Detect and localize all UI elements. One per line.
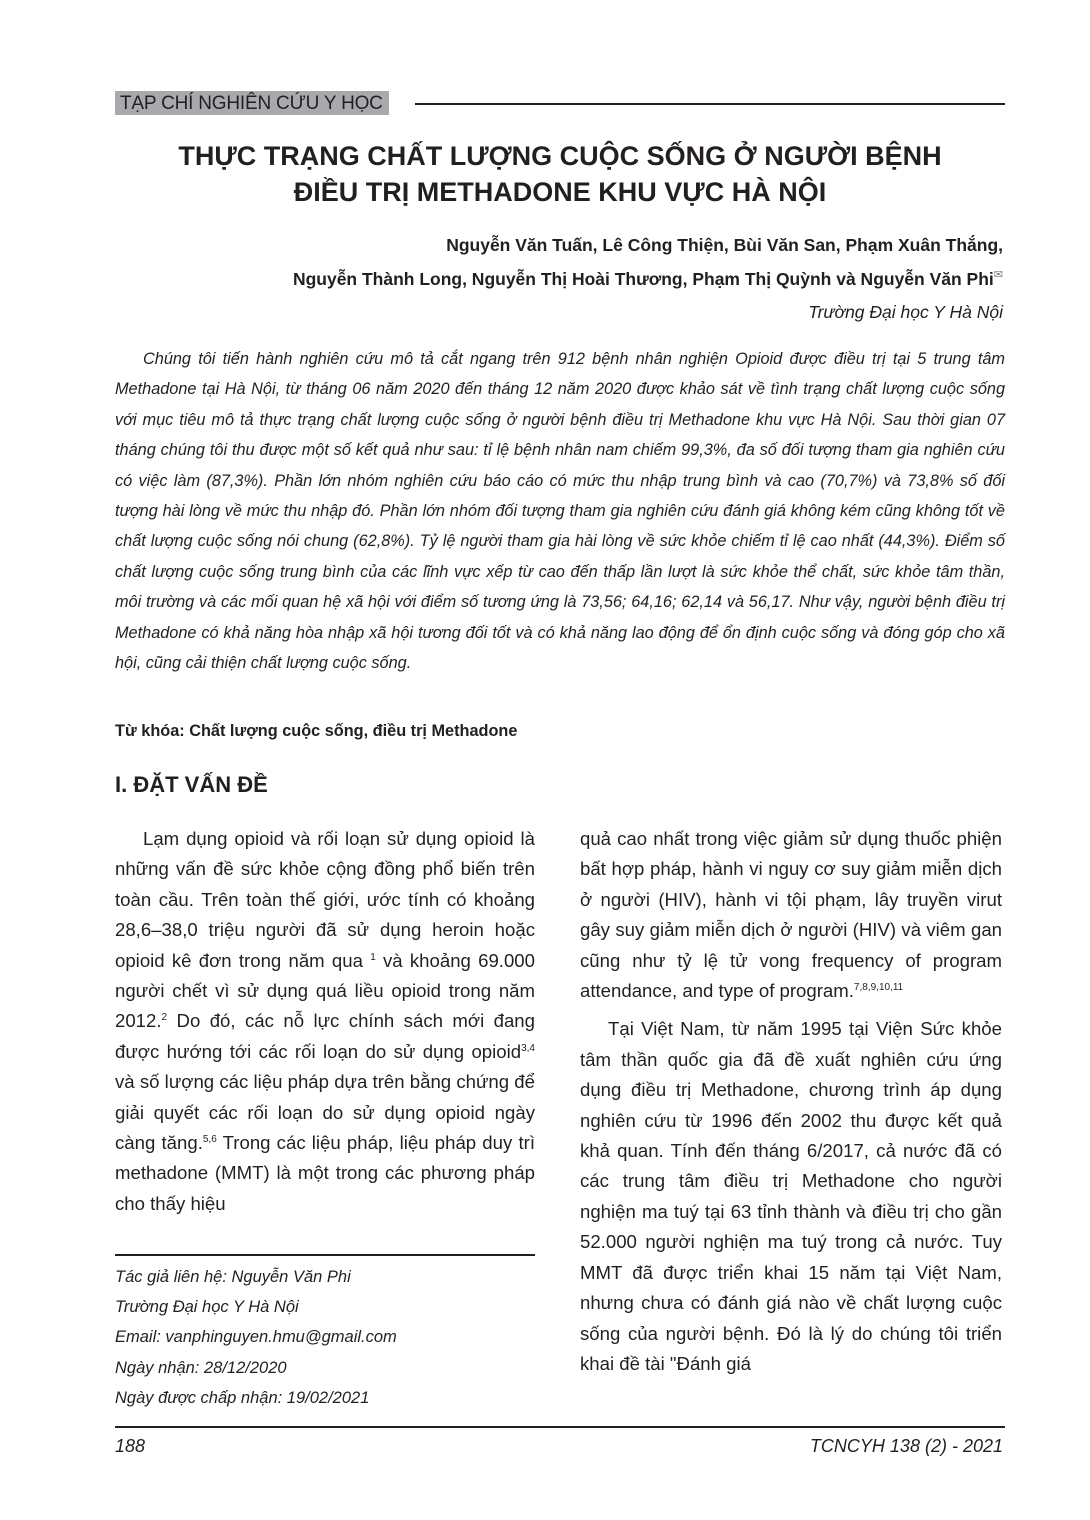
text-run: và số lượng các liệu pháp dựa trên bằng chứng để giải quyết các rối loạn do sử dụng opioid ngày càng tăng. [115,1071,535,1154]
section-heading: I. ĐẶT VẤN ĐỀ [115,772,268,797]
text-run: và khoảng 69.000 người chết vì sử dụng quá liều opioid trong năm 2012. [115,949,535,1032]
intro-paragraph-1-continued [580,824,1002,1006]
author-list [103,230,1003,294]
intro-paragraph-1 [115,824,535,1219]
received-date: Ngày nhận: 28/12/2020 [115,1358,287,1377]
abstract: Chúng tôi tiến hành nghiên cứu mô tả cắt ngang trên 912 bệnh nhân nghiện Opioid được điều trị tại 5 trung tâm Methadone tại Hà Nội, từ tháng 06 năm 2020 đến tháng 12 năm 2020 được khảo sát về tình trạng chất lượng cuộc sống với mục tiêu mô tả thực trạng chất lượng cuộc sống ở người bệnh điều trị Methadone khu vực Hà Nội. Sau thời gian 07 tháng chúng tôi thu được một số kết quả như sau: tỉ lệ bệnh nhân nam chiếm 99,3%, đa số đối tượng tham gia nghiên cứu có việc làm (87,3%). Phần lớn nhóm nghiên cứu báo cáo có mức thu nhập trung bình và cao (70,7%) và 73,8% số đối tượng hài lòng về mức thu nhập đó. Phần lớn nhóm đối tượng tham gia nghiên cứu đánh giá không kém cũng không tốt về chất lượng cuộc sống nói chung (62,8%). Tỷ lệ người tham gia hài lòng về sức khỏe chiếm tỉ lệ cao nhất (44,3%). Điểm số chất lượng cuộc sống trung bình của các lĩnh vực xếp từ cao đến thấp lần lượt là sức khỏe thể chất, sức khỏe tâm thần, môi trường và các mối quan hệ xã hội với điểm số tương ứng là 73,56; 64,16; 62,14 và 56,17. Như vậy, người bệnh điều trị Methadone có khả năng hòa nhập xã hội tương đối tốt và có khả năng lao động để ổn định cuộc sống và đóng góp cho xã hội, cũng cải thiện chất lượng cuộc sống. [115,350,1005,673]
text-run: Trong các liệu pháp, liệu pháp duy trì methadone (MMT) là một trong các phương pháp cho thấy hiệu [115,1132,535,1214]
header-rule [415,103,1005,105]
article-title [115,138,1005,210]
journal-name: TẠP CHÍ NGHIÊN CỨU Y HỌC [115,91,389,115]
footnote-email[interactable]: Email: vanphinguyen.hmu@gmail.com [115,1328,397,1347]
corresponding-author: Tác giả liên hệ: Nguyễn Văn Phi [115,1268,351,1286]
journal-issue: TCNCYH 138 (2) - 2021 [809,1436,1003,1456]
title-line-2: ĐIỀU TRỊ METHADONE KHU VỰC HÀ NỘI [293,177,827,207]
keywords: Từ khóa: Chất lượng cuộc sống, điều trị Methadone [115,722,518,740]
footnote-institution: Trường Đại học Y Hà Nội [115,1298,299,1317]
page-number: 188 [115,1436,146,1456]
text-run: quả cao nhất trong việc giảm sử dụng thuốc phiện bất hợp pháp, hành vi nguy cơ suy giảm miễn dịch ở người (HIV), hành vi tội phạm, lây truyền virut gây suy giảm miễn dịch ở người (HIV) và viêm gan cũng như tỷ lệ tử vong frequency of program attendance, and type of program. [580,828,1002,1002]
title-line-1: THỰC TRẠNG CHẤT LƯỢNG CUỘC SỐNG Ở NGƯỜI BỆNH [178,141,942,171]
citation-ref[interactable]: 7,8,9,10,11 [853,982,904,994]
authors-line-2: Nguyễn Thành Long, Nguyễn Thị Hoài Thương, Phạm Thị Quỳnh và Nguyễn Văn Phi [292,268,994,289]
authors-line-1: Nguyễn Văn Tuấn, Lê Công Thiện, Bùi Văn San, Phạm Xuân Thắng, [446,235,1003,255]
running-header [115,91,1005,115]
left-column [115,824,535,1219]
citation-ref[interactable]: 1 [370,951,376,963]
text-run: Do đó, các nỗ lực chính sách mới đang được hướng tới các rối loạn do sử dụng opioid [115,1010,535,1062]
footnote-rule [115,1254,535,1256]
accepted-date: Ngày được chấp nhận: 19/02/2021 [115,1388,370,1407]
envelope-icon: ✉ [993,269,1003,281]
footer-rule [115,1426,1005,1428]
correspondence-footnote [115,1262,397,1413]
citation-ref[interactable]: 3,4 [521,1042,535,1054]
citation-ref[interactable]: 5,6 [202,1134,217,1146]
intro-paragraph-2: Tại Việt Nam, từ năm 1995 tại Viện Sức khỏe tâm thần quốc gia đã đề xuất nghiên cứu ứng dụng điều trị Methadone, chương trình áp dụng nghiên cứu từ 1996 đến 2002 thu được kết quả khả quan. Tính đến tháng 6/2017, cả nước đã có các trung tâm điều trị Methadone cho người nghiện ma tuý tại 63 tỉnh thành và điều trị cho gần 52.000 người nghiện ma tuý trong cả nước. Tuy MMT đã được triển khai 15 năm tại Việt Nam, nhưng chưa có đánh giá nào về chất lượng cuộc sống của người bệnh. Đó là lý do chúng tôi triển khai đề tài "Đánh giá [580,1018,1002,1374]
text-run: Lạm dụng opioid và rối loạn sử dụng opioid là những vấn đề sức khỏe cộng đồng phổ biến trên toàn cầu. Trên toàn thế giới, ước tính có khoảng 28,6–38,0 triệu người đã sử dụng heroin hoặc opioid kê đơn trong năm qua [115,828,535,971]
citation-ref[interactable]: 2 [161,1012,168,1024]
right-column [580,824,1002,1379]
affiliation: Trường Đại học Y Hà Nội [808,302,1003,322]
